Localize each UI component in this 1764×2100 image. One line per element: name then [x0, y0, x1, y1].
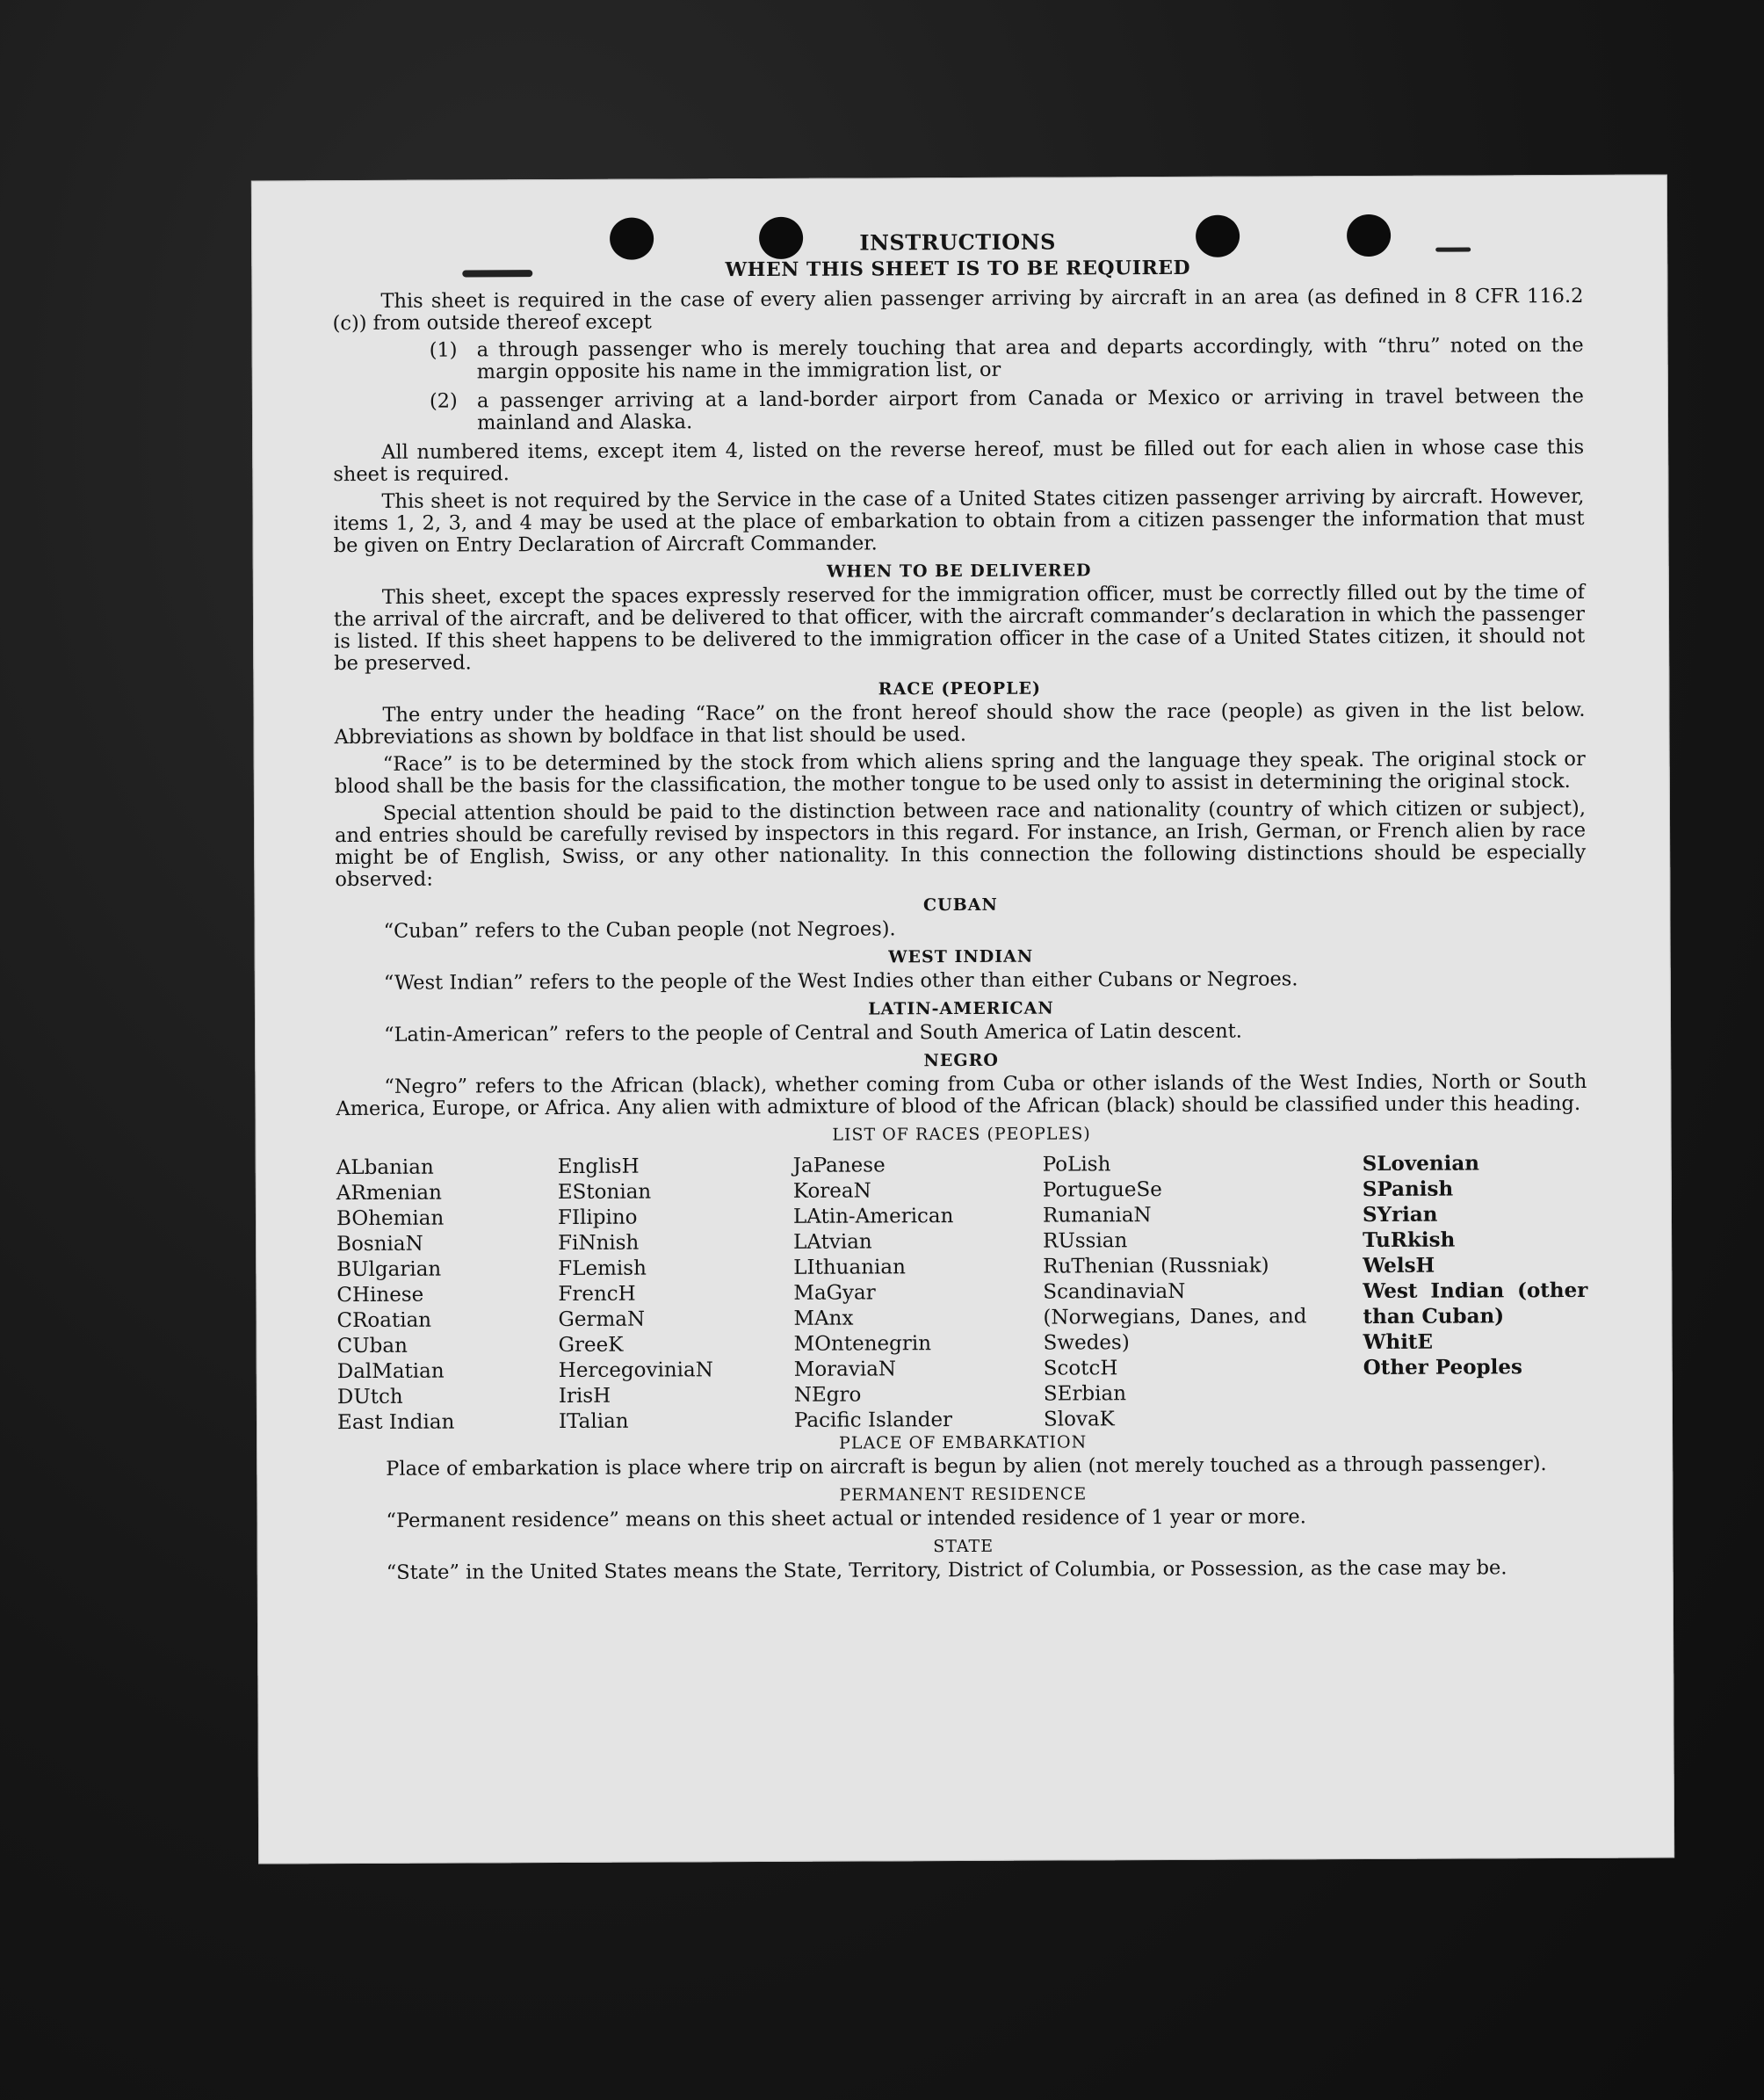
instruction-sheet — [251, 174, 1674, 1864]
state-heading: STATE — [933, 1536, 994, 1557]
race-entry: RuThenian (Russniak) — [1043, 1254, 1269, 1278]
race-entry: SLovenian — [1362, 1151, 1479, 1177]
citizen-paragraph: This sheet is not required by the Service in the case of a United States citizen passenger arriving by aircraft. However, items 1, 2, 3, and 4 may be used at the place of embarkation to obtain from a citizen passenger the information that must be given on Entry Declaration of Aircraft Commander. — [333, 484, 1585, 558]
race-entry: West Indian (other than Cuban) — [1363, 1278, 1588, 1329]
page-title: INSTRUCTIONS — [859, 228, 1056, 256]
race-entry: FrencH — [558, 1282, 636, 1307]
race-entry: BOhemian — [336, 1206, 445, 1231]
race-entry: Other Peoples — [1363, 1355, 1522, 1380]
race-entry: ITalian — [558, 1409, 629, 1434]
race-entry: FLemish — [558, 1256, 647, 1281]
when-delivered-heading: WHEN TO BE DELIVERED — [827, 561, 1092, 582]
west-indian-heading: WEST INDIAN — [888, 946, 1034, 967]
race-entry: MOntenegrin — [793, 1332, 932, 1356]
exception-number: (1) — [429, 338, 458, 362]
race-entry: ScotcH — [1043, 1357, 1118, 1380]
race-entry: CHinese — [336, 1283, 424, 1307]
when-delivered-paragraph: This sheet, except the spaces expressly reserved for the immigration officer, must be correctly filled out by the time of the arrival of the aircraft, and be delivered to that officer, with the aircraft commander’s declaration in which the passenger is listed. If this sheet happens to be delivered to the immigration officer in the case of a United States citizen, it should not be preserved. — [333, 580, 1586, 676]
race-entry: SYrian — [1362, 1202, 1438, 1227]
race-entry: CUban — [336, 1334, 408, 1358]
race-entry: KoreaN — [792, 1179, 871, 1203]
race-entry: LIthuanian — [793, 1256, 906, 1279]
race-entry: MoraviaN — [793, 1358, 897, 1381]
exception-item — [430, 386, 1584, 435]
race-entry: SlovaK — [1043, 1408, 1115, 1431]
race-entry: EStonian — [557, 1180, 652, 1205]
race-entry: MAnx — [793, 1307, 854, 1330]
race-entry: JaPanese — [792, 1154, 886, 1177]
list-of-races — [336, 1150, 1588, 1436]
race-entry: East Indian — [336, 1410, 455, 1435]
race-entry: DalMatian — [336, 1359, 445, 1384]
exception-number: (2) — [429, 389, 458, 413]
west-indian-definition: “West Indian” refers to the people of the West Indies other than either Cubans or Negroes. — [383, 967, 1298, 995]
race-column — [1043, 1151, 1307, 1432]
permanent-residence-definition: “Permanent residence” means on this sheet actual or intended residence of 1 year or more. — [386, 1505, 1306, 1532]
place-of-embarkation-heading: PLACE OF EMBARKATION — [838, 1432, 1088, 1453]
when-required-heading: WHEN THIS SHEET IS TO BE REQUIRED — [725, 256, 1191, 282]
race-entry: BUlgarian — [336, 1257, 442, 1282]
race-entry: LAtvian — [793, 1230, 872, 1254]
race-entry: IrisH — [558, 1384, 611, 1408]
latin-american-heading: LATIN-AMERICAN — [868, 998, 1054, 1019]
race-entry: FIlipino — [557, 1206, 638, 1230]
race-entry: WelsH — [1363, 1253, 1435, 1278]
place-of-embarkation-definition: Place of embarkation is place where trip on aircraft is begun by alien (not merely touched as a through passenger). — [386, 1452, 1547, 1481]
race-entry: ARmenian — [336, 1181, 442, 1206]
race-entry: GermaN — [558, 1307, 646, 1332]
negro-heading: NEGRO — [923, 1050, 999, 1071]
latin-american-definition: “Latin-American” refers to the people of Central and South America of Latin descent. — [384, 1019, 1242, 1046]
cuban-definition: “Cuban” refers to the Cuban people (not Negroes). — [383, 917, 896, 943]
list-of-races-heading: LIST OF RACES (PEOPLES) — [832, 1124, 1091, 1145]
race-paragraph-2: “Race” is to be determined by the stock from which aliens spring and the language they speak. The original stock or blood shall be the basis for the classification, the mother tongue to be used only to assist in determining the original stock. — [334, 747, 1586, 799]
permanent-residence-heading: PERMANENT RESIDENCE — [839, 1484, 1088, 1505]
race-entry: NEgro — [793, 1383, 862, 1407]
race-column — [336, 1155, 559, 1436]
race-entry: SPanish — [1362, 1177, 1454, 1202]
race-column — [558, 1154, 794, 1435]
race-heading: RACE (PEOPLE) — [878, 678, 1042, 699]
race-entry: WhitE — [1363, 1329, 1434, 1355]
race-entry: SErbian — [1043, 1382, 1127, 1406]
race-entry: LAtin-American — [792, 1205, 954, 1228]
race-entry: RumaniaN — [1042, 1204, 1152, 1227]
race-entry: GreeK — [558, 1333, 624, 1358]
state-definition: “State” in the United States means the State, Territory, District of Columbia, or Possession, as the case may be. — [386, 1556, 1507, 1584]
race-entry: MaGyar — [793, 1281, 876, 1305]
race-entry: FiNnish — [558, 1231, 640, 1256]
race-paragraph-3: Special attention should be paid to the distinction between race and nationality (country of which citizen or subject), and entries should be carefully revised by inspectors in this regard. For instance, an Irish, German, or French alien by race might be of English, Swiss, or any other nationality. In this connection the following distinctions should be especially observed: — [335, 796, 1587, 892]
exception-text: a through passenger who is merely touching that area and departs accordingly, with “thru” noted on the margin opposite his name in the immigration list, or — [476, 333, 1584, 384]
exception-text: a passenger arriving at a land-border airport from Canada or Mexico or arriving in travel between the mainland and Alaska. — [476, 384, 1584, 435]
race-column — [793, 1153, 1044, 1434]
race-entry: EnglisH — [557, 1155, 640, 1179]
race-entry: ALbanian — [336, 1155, 434, 1180]
race-entry: HercegoviniaN — [558, 1358, 713, 1383]
cuban-heading: CUBAN — [922, 894, 998, 916]
race-entry: BosniaN — [336, 1232, 423, 1256]
race-entry: Pacific Islander — [793, 1408, 953, 1432]
race-entry: TuRkish — [1363, 1227, 1456, 1253]
race-entry: DUtch — [336, 1385, 403, 1409]
race-paragraph-1: The entry under the heading “Race” on the front hereof should show the race (people) as given in the list below. Abbreviations as shown by boldface in that list should be used. — [334, 698, 1586, 749]
when-required-intro: This sheet is required in the case of every alien passenger arriving by aircraft in an area (as defined in 8 CFR 116.2 (c)) from outside thereof except — [332, 284, 1584, 336]
race-entry: CRoatian — [336, 1308, 432, 1333]
numbered-items-paragraph: All numbered items, except item 4, listed on the reverse hereof, must be filled out for each alien in whose case this sheet is required. — [333, 435, 1585, 487]
instructions-content — [332, 229, 1589, 1589]
race-entry: PortugueSe — [1042, 1178, 1162, 1202]
negro-definition: “Negro” refers to the African (black), whether coming from Cuba or other islands of the West Indies, North or South America, Europe, or Africa. Any alien with admixture of blood of the African (black) should be classified under this heading. — [336, 1069, 1587, 1121]
race-entry: ScandinaviaN (Norwegians, Danes, and Swedes) — [1043, 1279, 1307, 1355]
race-column — [1363, 1150, 1588, 1431]
race-entry: PoLish — [1042, 1153, 1111, 1177]
race-entry: RUssian — [1043, 1229, 1128, 1253]
exception-item — [430, 335, 1584, 384]
